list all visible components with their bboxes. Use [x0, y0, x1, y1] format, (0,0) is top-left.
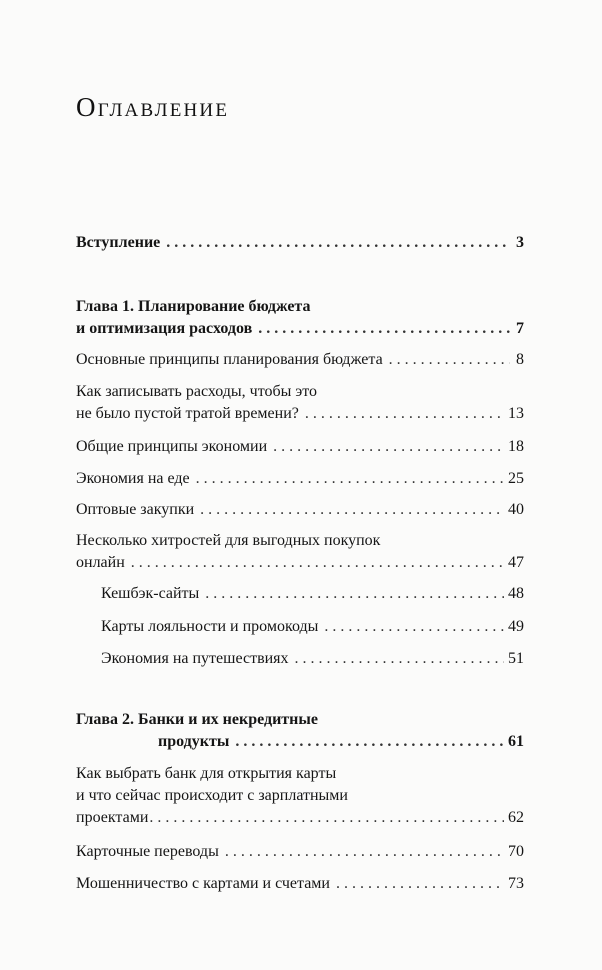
toc-entry-label-line: продукты [158, 733, 230, 750]
toc-entry-choose-bank[interactable] [76, 763, 524, 829]
toc-page-number: 61 [508, 733, 524, 750]
dot-leader [389, 349, 510, 371]
dot-leader [196, 468, 504, 490]
dot-leader [305, 403, 504, 425]
toc-entry-record-expenses[interactable] [76, 381, 524, 425]
toc-entry-label: Общие принципы экономии [76, 438, 268, 455]
dot-leader [205, 583, 504, 605]
toc-page-number: 48 [508, 585, 524, 602]
toc-entry-label-line: Глава 1. Планирование бюджета [76, 298, 311, 315]
toc-entry-label-line: не было пустой тратой времени? [76, 405, 299, 422]
dot-leader [273, 436, 504, 458]
dot-leader [235, 731, 504, 753]
toc-entry-budget-principles[interactable] [76, 349, 524, 371]
toc-entry-label: Экономия на путешествиях [101, 650, 289, 667]
toc-entry-label: Основные принципы планирования бюджета [76, 351, 383, 368]
toc-entry-loyalty-cards[interactable] [101, 616, 524, 638]
toc-entry-label-line: Глава 2. Банки и их некредитные [76, 711, 318, 728]
toc-entry-label-line: Как записывать расходы, чтобы это [76, 383, 318, 400]
toc-page-number: 40 [508, 501, 524, 518]
toc-entry-label: Карты лояльности и промокоды [101, 618, 319, 635]
toc-entry-chapter-2[interactable] [76, 709, 524, 753]
toc-entry-label-line: онлайн [76, 554, 125, 571]
dot-leader [336, 873, 504, 895]
toc-entry-saving-principles[interactable] [76, 436, 524, 458]
toc-entry-label-line: проектами [76, 809, 149, 826]
toc-entry-online-shopping[interactable] [76, 530, 524, 574]
dot-leader [258, 318, 510, 340]
dot-leader [166, 232, 510, 254]
toc-entry-food-saving[interactable] [76, 468, 524, 490]
toc-entry-introduction[interactable] [76, 232, 524, 254]
toc-entry-card-transfers[interactable] [76, 841, 524, 863]
toc-page-number: 18 [508, 438, 524, 455]
toc-entry-label: Вступление [76, 234, 161, 251]
toc-entry-label: Карточные переводы [76, 843, 219, 860]
toc-entry-label-line: и оптимизация расходов [76, 320, 253, 337]
toc-page-number: 47 [508, 554, 524, 571]
toc-page-number: 8 [516, 351, 524, 368]
dot-leader [200, 499, 504, 521]
toc-entry-label-line: Несколько хитростей для выгодных покупок [76, 532, 381, 549]
toc-entry-label: Кешбэк-сайты [101, 585, 200, 602]
dot-leader [131, 552, 504, 574]
toc-page-number: 49 [508, 618, 524, 635]
toc-page-number: 13 [508, 405, 524, 422]
toc-page-number: 62 [508, 809, 524, 826]
toc-page-number: 73 [508, 875, 524, 892]
dot-leader [225, 841, 504, 863]
toc-entry-travel-saving[interactable] [101, 648, 524, 670]
toc-page-number: 51 [508, 650, 524, 667]
toc-entry-wholesale[interactable] [76, 499, 524, 521]
toc-entry-label-line: Как выбрать банк для открытия карты [76, 765, 337, 782]
dot-leader [149, 807, 504, 829]
dot-leader [324, 616, 504, 638]
toc-entry-chapter-1[interactable] [76, 296, 524, 340]
toc-entry-card-fraud[interactable] [76, 873, 524, 895]
toc-page-number: 25 [508, 470, 524, 487]
toc-page-number: 3 [516, 234, 524, 251]
dot-leader [295, 648, 504, 670]
toc-entry-label: Мошенничество с картами и счетами [76, 875, 330, 892]
toc-entry-label: Экономия на еде [76, 470, 190, 487]
toc-entry-label-line: и что сейчас происходит с зарплатными [76, 787, 348, 804]
toc-entry-label: Оптовые закупки [76, 501, 195, 518]
toc-page-number: 70 [508, 843, 524, 860]
page-title: Оглавление [76, 92, 230, 122]
toc-entry-cashback-sites[interactable] [101, 583, 524, 605]
toc-page-number: 7 [516, 320, 524, 337]
